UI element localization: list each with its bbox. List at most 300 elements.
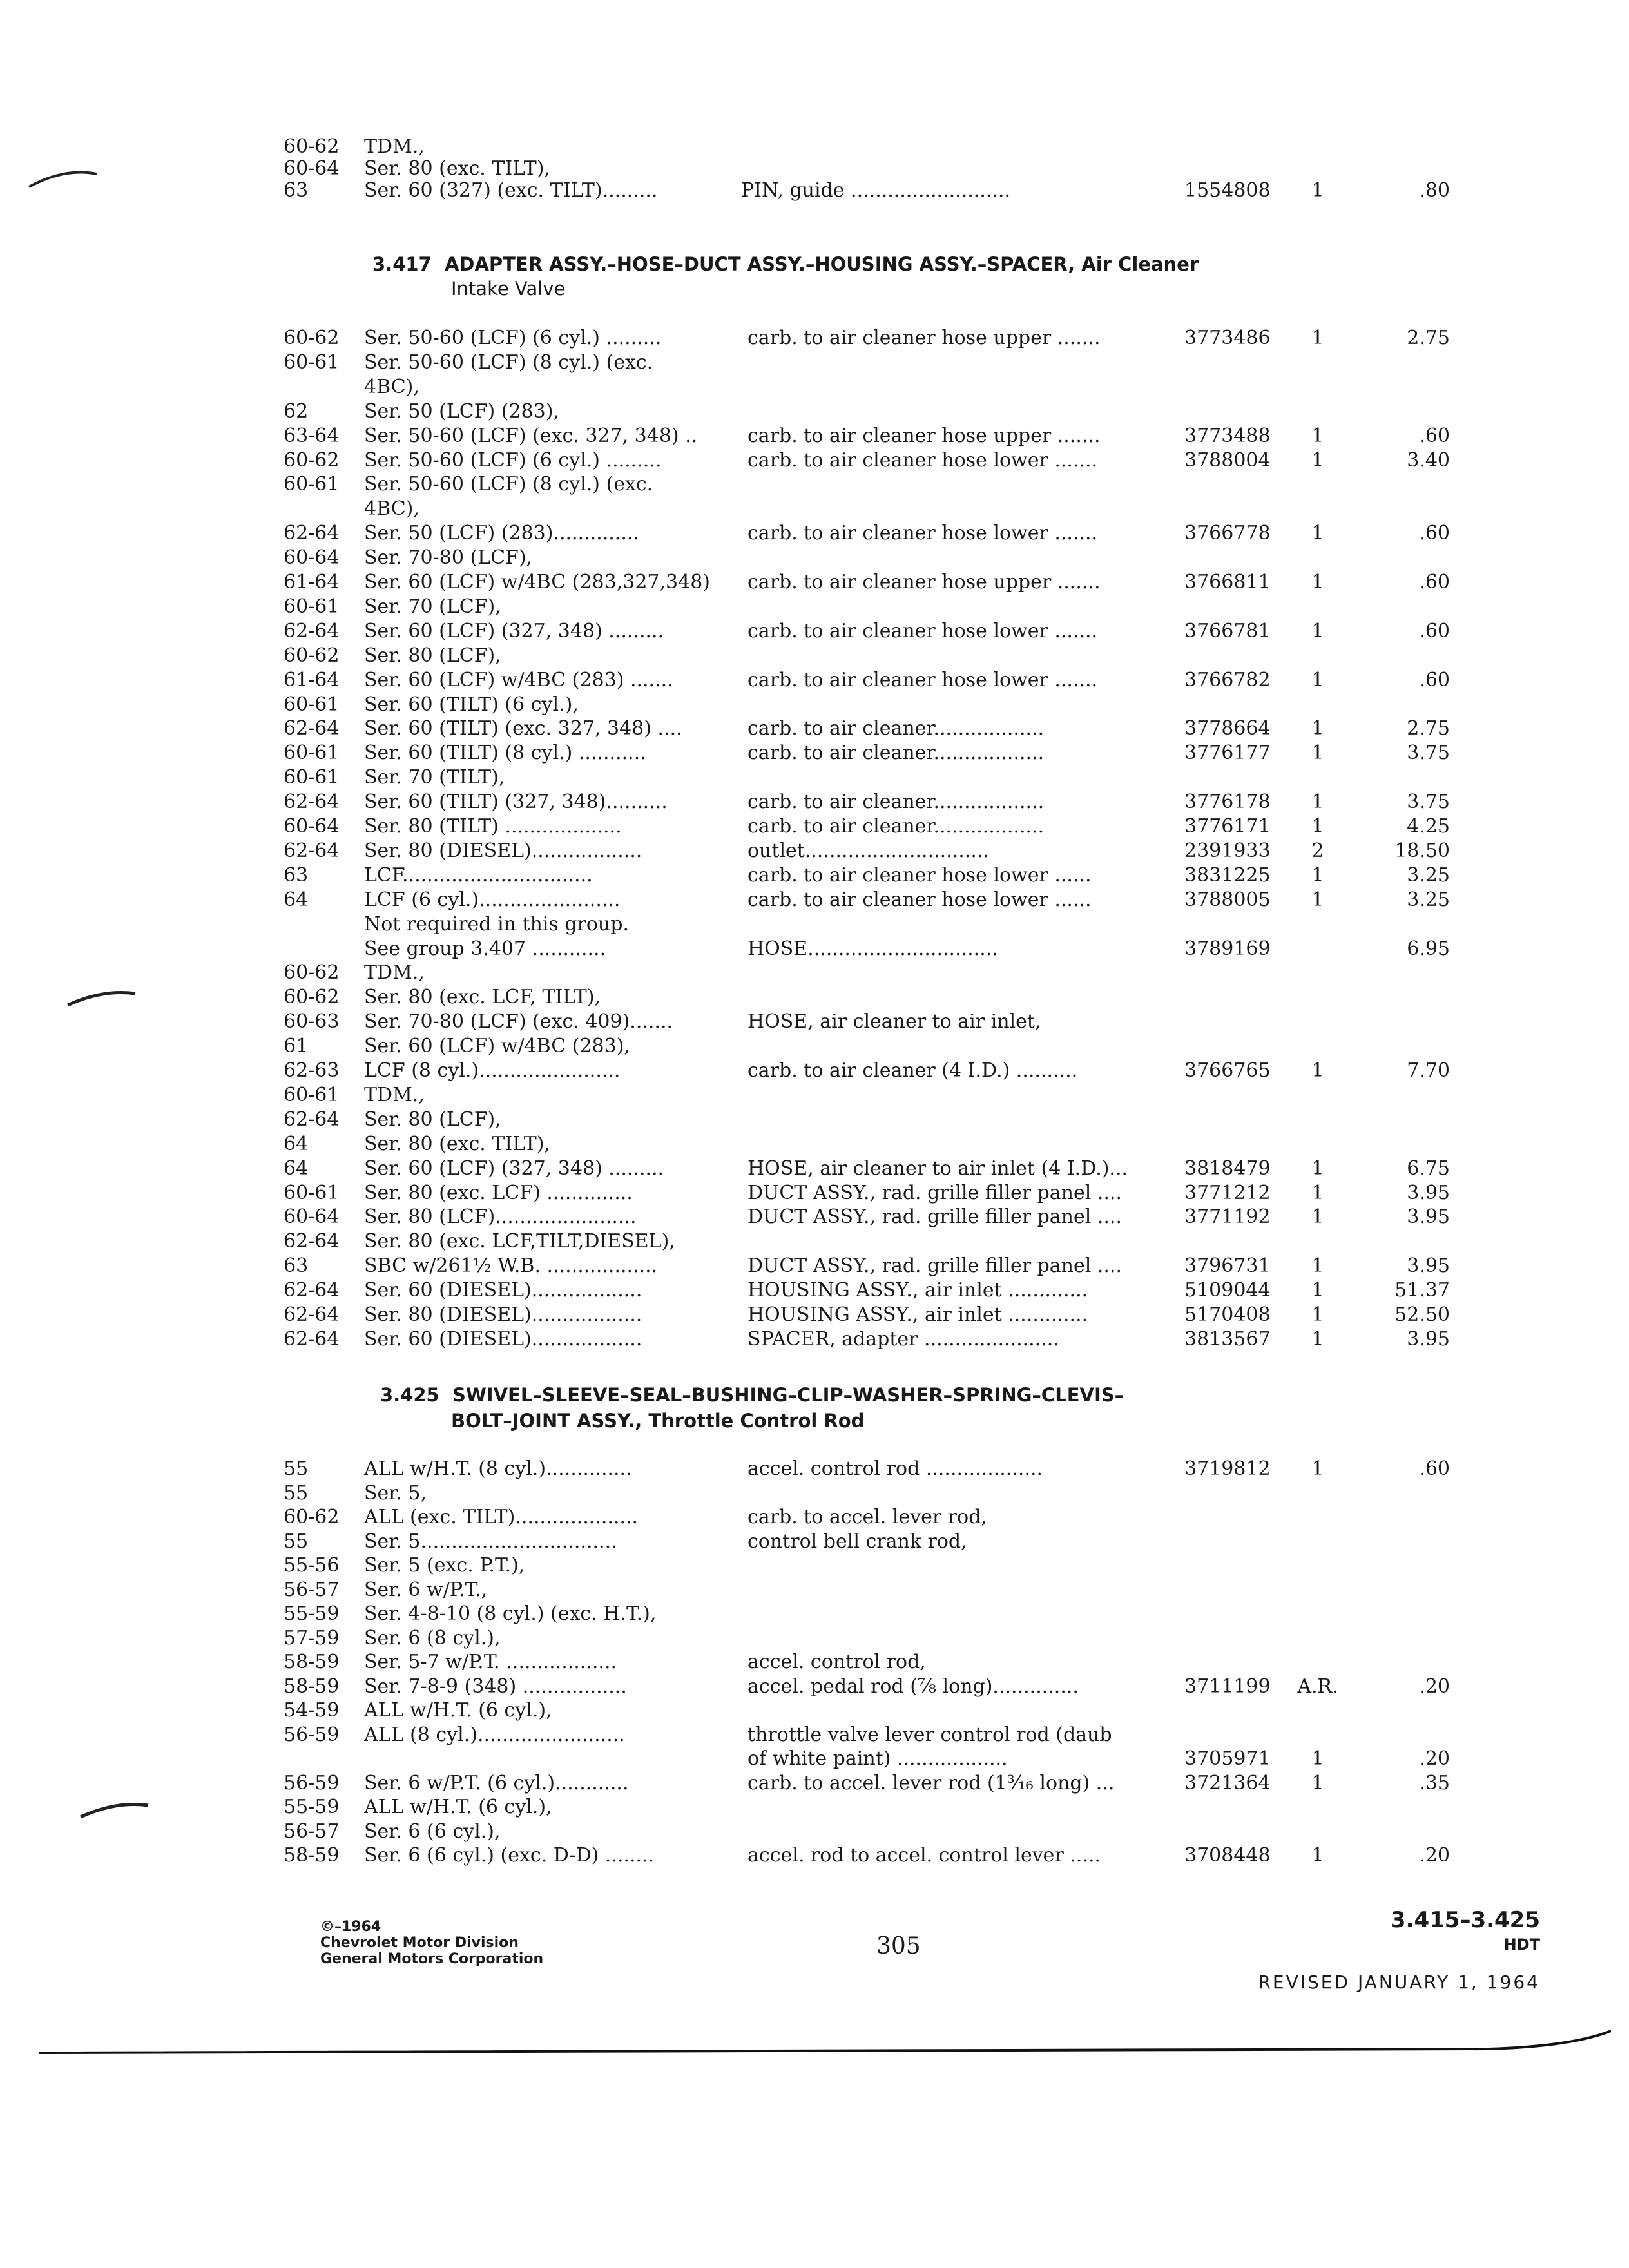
section-subtitle: BOLT–JOINT ASSY., Throttle Control Rod <box>451 1410 865 1432</box>
part-number-cell: 5109044 <box>1184 1279 1271 1302</box>
table-row <box>284 1504 1456 1530</box>
part-number-cell: 3776178 <box>1184 791 1271 814</box>
year-cell: 60-64 <box>284 157 340 180</box>
price-cell: .60 <box>1419 571 1450 593</box>
table-row <box>284 863 1456 889</box>
quantity-cell: 1 <box>1311 863 1324 887</box>
part-number-cell: 3773486 <box>1184 327 1271 349</box>
model-cell: 4BC), <box>364 497 419 521</box>
description-cell: control bell crank rod, <box>747 1530 967 1553</box>
model-cell: Ser. 80 (exc. TILT), <box>364 1132 550 1155</box>
section-subtitle-3425 <box>451 1408 864 1434</box>
table-row <box>284 960 1456 986</box>
table-row <box>284 692 1456 718</box>
model-cell: Ser. 60 (LCF) w/4BC (283,327,348) <box>364 571 710 593</box>
year-cell: 55 <box>284 1530 309 1553</box>
year-cell: 60-64 <box>284 546 340 570</box>
year-cell: 61-64 <box>284 668 340 691</box>
price-cell: 3.95 <box>1407 1327 1450 1350</box>
model-cell: Not required in this group. <box>364 912 629 936</box>
year-cell: 60-61 <box>284 1083 340 1106</box>
quantity-cell: 1 <box>1311 1059 1324 1082</box>
price-cell: .80 <box>1419 179 1450 202</box>
model-cell: Ser. 50-60 (LCF) (exc. 327, 348) .. <box>364 424 698 447</box>
table-row <box>284 1456 1456 1482</box>
model-cell: Ser. 60 (DIESEL).................. <box>364 1279 642 1302</box>
section-code: HDT <box>1503 1936 1540 1954</box>
model-cell: Ser. 60 (LCF) (327, 348) ......... <box>364 1157 664 1180</box>
table-row <box>284 1843 1456 1869</box>
description-cell: HOSE............................... <box>747 937 998 960</box>
part-number-cell: 3766782 <box>1184 668 1271 691</box>
model-cell: TDM., <box>364 961 425 985</box>
description-cell: carb. to air cleaner.................. <box>747 815 1045 838</box>
model-cell: Ser. 60 (LCF) w/4BC (283) ....... <box>364 668 673 691</box>
year-cell: 58-59 <box>284 1675 340 1698</box>
year-cell: 60-63 <box>284 1010 340 1033</box>
year-cell: 64 <box>284 1157 309 1180</box>
part-number-cell: 3705971 <box>1184 1747 1271 1770</box>
model-cell: Ser. 5 (exc. P.T.), <box>364 1554 525 1577</box>
quantity-cell: 1 <box>1311 1279 1324 1302</box>
price-cell: 3.75 <box>1407 791 1450 814</box>
table-row <box>284 668 1456 693</box>
quantity-cell: 1 <box>1311 327 1324 349</box>
table-row <box>284 1058 1456 1084</box>
table-row <box>284 789 1456 815</box>
model-cell: Ser. 60 (TILT) (exc. 327, 348) .... <box>364 717 682 740</box>
description-cell: HOSE, air cleaner to air inlet (4 I.D.)... <box>747 1157 1128 1180</box>
table-row <box>284 350 1456 376</box>
table-row <box>284 814 1456 840</box>
part-number-cell: 3719812 <box>1184 1457 1271 1480</box>
price-cell: .60 <box>1419 619 1450 642</box>
model-cell: Ser. 80 (exc. TILT), <box>364 157 550 180</box>
model-cell: Ser. 6 (6 cyl.) (exc. D-D) ........ <box>364 1844 655 1867</box>
table-row <box>284 1601 1456 1627</box>
description-cell: SPACER, adapter ...................... <box>747 1327 1059 1350</box>
year-cell: 62-64 <box>284 1279 340 1302</box>
description-cell: throttle valve lever control rod (daub <box>747 1723 1112 1746</box>
quantity-cell: 1 <box>1311 179 1324 202</box>
year-cell: 55-59 <box>284 1796 340 1818</box>
year-cell: 60-64 <box>284 1206 340 1229</box>
table-row <box>284 716 1456 742</box>
quantity-cell: 1 <box>1311 1303 1324 1326</box>
section-range: 3.415–3.425 <box>1390 1907 1540 1933</box>
table-row <box>284 765 1456 791</box>
year-cell: 63 <box>284 863 309 887</box>
year-cell: 60-62 <box>284 644 340 667</box>
model-cell: Ser. 5, <box>364 1481 427 1504</box>
year-cell: 56-57 <box>284 1820 340 1843</box>
model-cell: Ser. 5-7 w/P.T. .................. <box>364 1651 617 1673</box>
parts-table-3417 <box>284 325 1456 1369</box>
section-heading-3417 <box>372 251 1199 277</box>
table-row <box>284 325 1456 351</box>
price-cell: 4.25 <box>1407 815 1450 838</box>
model-cell: Ser. 60 (LCF) w/4BC (283), <box>364 1035 630 1058</box>
part-number-cell: 3789169 <box>1184 937 1271 960</box>
description-cell: carb. to air cleaner.................. <box>747 791 1045 814</box>
table-row <box>284 887 1456 913</box>
description-cell: carb. to air cleaner hose lower ....... <box>747 668 1098 691</box>
model-cell: Ser. 60 (DIESEL).................. <box>364 1327 642 1350</box>
year-cell: 60-64 <box>284 815 340 838</box>
top-rows <box>284 134 1456 205</box>
year-cell: 60-61 <box>284 742 340 765</box>
section-subtitle-3417 <box>451 276 565 302</box>
part-number-cell: 3771192 <box>1184 1206 1271 1229</box>
section-title: ADAPTER ASSY.–HOSE–DUCT ASSY.–HOUSING ASSY.–SPACER, Air Cleaner <box>444 253 1199 275</box>
part-number-cell: 3708448 <box>1184 1844 1271 1867</box>
part-number-cell: 3766811 <box>1184 571 1271 593</box>
year-cell: 56-59 <box>284 1771 340 1794</box>
table-row <box>284 1229 1456 1254</box>
table-row <box>284 619 1456 644</box>
description-cell: carb. to air cleaner hose lower ...... <box>747 863 1092 887</box>
year-cell: 62 <box>284 399 309 423</box>
table-row <box>284 740 1456 766</box>
model-cell: Ser. 50 (LCF) (283), <box>364 399 559 423</box>
description-cell: carb. to accel. lever rod (1³⁄₁₆ long) ... <box>747 1771 1115 1794</box>
description-cell: DUCT ASSY., rad. grille filler panel .... <box>747 1181 1123 1204</box>
model-cell: Ser. 80 (DIESEL).................. <box>364 1303 642 1326</box>
model-cell: 4BC), <box>364 375 419 398</box>
year-cell: 64 <box>284 1132 309 1155</box>
description-cell: of white paint) .................. <box>747 1747 1008 1770</box>
model-cell: LCF............................... <box>364 863 593 887</box>
quantity-cell: 1 <box>1311 1181 1324 1204</box>
section-number: 3.425 <box>380 1384 439 1406</box>
table-row <box>284 985 1456 1010</box>
year-cell: 62-64 <box>284 1108 340 1131</box>
description-cell: carb. to air cleaner hose upper ....... <box>747 571 1101 593</box>
price-cell: 3.75 <box>1407 742 1450 765</box>
year-cell: 60-62 <box>284 961 340 985</box>
description-cell: accel. control rod, <box>747 1651 926 1673</box>
model-cell: Ser. 80 (exc. LCF, TILT), <box>364 986 601 1009</box>
description-cell: carb. to air cleaner hose upper ....... <box>747 424 1101 447</box>
table-row <box>284 448 1456 474</box>
table-row <box>284 1180 1456 1206</box>
description-cell: PIN, guide .......................... <box>741 179 1010 202</box>
table-row <box>284 1794 1456 1820</box>
year-cell: 60-62 <box>284 327 340 349</box>
model-cell: Ser. 50-60 (LCF) (6 cyl.) ......... <box>364 327 662 349</box>
description-cell: HOUSING ASSY., air inlet ............. <box>747 1303 1088 1326</box>
description-cell: carb. to air cleaner hose lower ....... <box>747 448 1098 472</box>
page-number: 305 <box>876 1933 921 1959</box>
model-cell: LCF (8 cyl.)....................... <box>364 1059 621 1082</box>
year-cell: 55 <box>284 1481 309 1504</box>
part-number-cell: 3778664 <box>1184 717 1271 740</box>
year-cell: 60-62 <box>284 135 340 158</box>
price-cell: .20 <box>1419 1844 1450 1867</box>
year-cell: 60-61 <box>284 693 340 716</box>
model-cell: Ser. 80 (exc. LCF,TILT,DIESEL), <box>364 1230 675 1253</box>
description-cell: accel. rod to accel. control lever ..... <box>747 1844 1101 1867</box>
year-cell: 57-59 <box>284 1626 340 1649</box>
quantity-cell: 1 <box>1311 424 1324 447</box>
table-row <box>284 1722 1456 1748</box>
year-cell: 55 <box>284 1457 309 1480</box>
price-cell: 3.40 <box>1407 448 1450 472</box>
parts-table-3425 <box>284 1456 1456 1881</box>
table-row <box>284 1131 1456 1157</box>
year-cell: 55-56 <box>284 1554 340 1577</box>
year-cell: 61-64 <box>284 571 340 593</box>
quantity-cell: 1 <box>1311 1206 1324 1229</box>
quantity-cell: 1 <box>1311 448 1324 472</box>
year-cell: 60-61 <box>284 1181 340 1204</box>
model-cell: LCF (6 cyl.)....................... <box>364 888 621 911</box>
quantity-cell: 1 <box>1311 1771 1324 1794</box>
table-row <box>284 594 1456 620</box>
quantity-cell: A.R. <box>1297 1675 1338 1698</box>
model-cell: ALL (exc. TILT).................... <box>364 1506 639 1528</box>
price-cell: 3.25 <box>1407 863 1450 887</box>
table-row <box>284 1156 1456 1182</box>
section-heading-3425 <box>380 1382 1124 1408</box>
table-row <box>284 570 1456 595</box>
price-cell: 6.95 <box>1407 937 1450 960</box>
price-cell: 2.75 <box>1407 327 1450 349</box>
model-cell: Ser. 50-60 (LCF) (6 cyl.) ......... <box>364 448 662 472</box>
year-cell: 63-64 <box>284 424 340 447</box>
quantity-cell: 1 <box>1311 1157 1324 1180</box>
part-number-cell: 1554808 <box>1184 179 1271 202</box>
table-row <box>284 1819 1456 1845</box>
table-row <box>284 1771 1456 1796</box>
table-row <box>284 1204 1456 1230</box>
price-cell: .35 <box>1419 1771 1450 1794</box>
price-cell: 7.70 <box>1407 1059 1450 1082</box>
year-cell: 64 <box>284 888 309 911</box>
model-cell: ALL w/H.T. (8 cyl.).............. <box>364 1457 632 1480</box>
year-cell: 56-59 <box>284 1723 340 1746</box>
description-cell: outlet.............................. <box>747 839 989 862</box>
model-cell: Ser. 70-80 (LCF), <box>364 546 533 570</box>
model-cell: Ser. 60 (LCF) (327, 348) ......... <box>364 619 664 642</box>
price-cell: 3.95 <box>1407 1206 1450 1229</box>
binder-mark-bottom <box>77 1798 168 1823</box>
section-number: 3.417 <box>372 253 432 275</box>
part-number-cell: 3813567 <box>1184 1327 1271 1350</box>
year-cell: 56-57 <box>284 1578 340 1601</box>
part-number-cell: 3766778 <box>1184 522 1271 545</box>
quantity-cell: 1 <box>1311 619 1324 642</box>
model-cell: Ser. 5................................ <box>364 1530 617 1553</box>
description-cell: carb. to air cleaner hose lower ...... <box>747 888 1092 911</box>
year-cell: 62-64 <box>284 619 340 642</box>
table-row <box>284 1698 1456 1724</box>
table-row <box>284 1529 1456 1555</box>
year-cell: 62-63 <box>284 1059 340 1082</box>
model-cell: Ser. 80 (LCF)....................... <box>364 1206 637 1229</box>
part-number-cell: 3796731 <box>1184 1254 1271 1278</box>
table-row <box>284 545 1456 571</box>
part-number-cell: 3788005 <box>1184 888 1271 911</box>
model-cell: Ser. 50 (LCF) (283).............. <box>364 522 639 545</box>
description-cell: carb. to air cleaner (4 I.D.) .......... <box>747 1059 1078 1082</box>
table-row <box>284 1649 1456 1675</box>
table-row <box>284 1746 1456 1772</box>
description-cell: DUCT ASSY., rad. grille filler panel .... <box>747 1206 1123 1229</box>
quantity-cell: 1 <box>1311 571 1324 593</box>
model-cell: Ser. 50-60 (LCF) (8 cyl.) (exc. <box>364 351 653 374</box>
model-cell: TDM., <box>364 135 425 158</box>
year-cell: 60-61 <box>284 351 340 374</box>
model-cell: Ser. 6 (6 cyl.), <box>364 1820 501 1843</box>
quantity-cell: 1 <box>1311 717 1324 740</box>
model-cell: ALL (8 cyl.)........................ <box>364 1723 625 1746</box>
quantity-cell: 1 <box>1311 815 1324 838</box>
price-cell: 2.75 <box>1407 717 1450 740</box>
description-cell: carb. to air cleaner.................. <box>747 717 1045 740</box>
part-number-cell: 2391933 <box>1184 839 1271 862</box>
table-row <box>284 1278 1456 1303</box>
copyright-year: ©–1964 <box>320 1919 381 1935</box>
part-number-cell: 3818479 <box>1184 1157 1271 1180</box>
price-cell: 18.50 <box>1394 839 1450 862</box>
year-cell: 60-62 <box>284 986 340 1009</box>
price-cell: .20 <box>1419 1747 1450 1770</box>
part-number-cell: 3711199 <box>1184 1675 1271 1698</box>
division-name: Chevrolet Motor Division <box>320 1935 519 1951</box>
table-row <box>284 496 1456 522</box>
table-row <box>284 1577 1456 1603</box>
model-cell: Ser. 7-8-9 (348) ................. <box>364 1675 627 1698</box>
year-cell: 60-61 <box>284 766 340 789</box>
description-cell: carb. to air cleaner hose lower ....... <box>747 522 1098 545</box>
year-cell: 58-59 <box>284 1844 340 1867</box>
year-cell: 63 <box>284 1254 309 1278</box>
section-subtitle: Intake Valve <box>451 278 566 300</box>
part-number-cell: 3766781 <box>1184 619 1271 642</box>
year-cell: 54-59 <box>284 1699 340 1722</box>
model-cell: Ser. 80 (exc. LCF) .............. <box>364 1181 633 1204</box>
price-cell: 52.50 <box>1394 1303 1450 1326</box>
table-row <box>284 643 1456 669</box>
binder-mark-top <box>26 168 116 193</box>
table-row <box>284 521 1456 546</box>
table-row <box>284 399 1456 425</box>
part-number-cell: 5170408 <box>1184 1303 1271 1326</box>
model-cell: TDM., <box>364 1083 425 1106</box>
year-cell: 62-64 <box>284 1230 340 1253</box>
year-cell: 63 <box>284 179 309 202</box>
description-cell: accel. pedal rod (⅞ long).............. <box>747 1675 1079 1698</box>
model-cell: Ser. 6 w/P.T., <box>364 1578 488 1601</box>
table-row <box>284 472 1456 497</box>
quantity-cell: 1 <box>1311 668 1324 691</box>
binder-mark-middle <box>64 986 155 1012</box>
table-row <box>284 1481 1456 1506</box>
model-cell: Ser. 70 (TILT), <box>364 766 505 789</box>
model-cell: Ser. 80 (TILT) ................... <box>364 815 622 838</box>
table-row <box>284 1626 1456 1651</box>
description-cell: accel. control rod ................... <box>747 1457 1043 1480</box>
quantity-cell: 1 <box>1311 791 1324 814</box>
part-number-cell: 3773488 <box>1184 424 1271 447</box>
price-cell: 3.25 <box>1407 888 1450 911</box>
year-cell: 62-64 <box>284 791 340 814</box>
year-cell: 60-61 <box>284 473 340 496</box>
quantity-cell: 1 <box>1311 1327 1324 1350</box>
description-cell: DUCT ASSY., rad. grille filler panel .... <box>747 1254 1123 1278</box>
year-cell: 62-64 <box>284 1327 340 1350</box>
description-cell: HOSE, air cleaner to air inlet, <box>747 1010 1041 1033</box>
table-row <box>284 1009 1456 1035</box>
year-cell: 62-64 <box>284 717 340 740</box>
model-cell: Ser. 70 (LCF), <box>364 595 501 618</box>
description-cell: carb. to air cleaner.................. <box>747 742 1045 765</box>
table-row <box>284 1674 1456 1700</box>
model-cell: Ser. 6 w/P.T. (6 cyl.)............ <box>364 1771 629 1794</box>
model-cell: Ser. 60 (TILT) (8 cyl.) ........... <box>364 742 646 765</box>
model-cell: Ser. 80 (LCF), <box>364 644 501 667</box>
table-row <box>284 1302 1456 1328</box>
corporation-name: General Motors Corporation <box>320 1951 544 1967</box>
table-row <box>284 1253 1456 1279</box>
copyright-block <box>320 1919 543 1967</box>
part-number-cell: 3771212 <box>1184 1181 1271 1204</box>
model-cell: Ser. 80 (LCF), <box>364 1108 501 1131</box>
price-cell: .60 <box>1419 522 1450 545</box>
description-cell: carb. to air cleaner hose upper ....... <box>747 327 1101 349</box>
year-cell: 55-59 <box>284 1602 340 1625</box>
table-row <box>284 1033 1456 1059</box>
part-number-cell: 3721364 <box>1184 1771 1271 1794</box>
model-cell: SBC w/261½ W.B. .................. <box>364 1254 658 1278</box>
model-cell: Ser. 80 (DIESEL).................. <box>364 839 642 862</box>
model-cell: Ser. 70-80 (LCF) (exc. 409)....... <box>364 1010 673 1033</box>
model-cell: See group 3.407 ............ <box>364 937 606 960</box>
quantity-cell: 1 <box>1311 888 1324 911</box>
footer-rule <box>39 2023 1611 2062</box>
model-cell: Ser. 60 (327) (exc. TILT)......... <box>364 179 658 202</box>
part-number-cell: 3766765 <box>1184 1059 1271 1082</box>
year-cell: 60-61 <box>284 595 340 618</box>
price-cell: 51.37 <box>1394 1279 1450 1302</box>
quantity-cell: 2 <box>1311 839 1324 862</box>
table-row <box>284 1327 1456 1352</box>
price-cell: .20 <box>1419 1675 1450 1698</box>
year-cell: 58-59 <box>284 1651 340 1673</box>
year-cell: 62-64 <box>284 1303 340 1326</box>
table-row <box>284 1082 1456 1108</box>
part-number-cell: 3788004 <box>1184 448 1271 472</box>
year-cell: 60-62 <box>284 1506 340 1528</box>
price-cell: .60 <box>1419 424 1450 447</box>
year-cell: 60-62 <box>284 448 340 472</box>
table-row <box>284 838 1456 864</box>
table-row <box>284 936 1456 962</box>
price-cell: .60 <box>1419 668 1450 691</box>
part-number-cell: 3776171 <box>1184 815 1271 838</box>
year-cell: 62-64 <box>284 839 340 862</box>
model-cell: Ser. 6 (8 cyl.), <box>364 1626 501 1649</box>
model-cell: ALL w/H.T. (6 cyl.), <box>364 1796 552 1818</box>
revised-date: REVISED JANUARY 1, 1964 <box>1258 1972 1540 1993</box>
table-row <box>284 374 1456 400</box>
model-cell: Ser. 50-60 (LCF) (8 cyl.) (exc. <box>364 473 653 496</box>
quantity-cell: 1 <box>1311 1747 1324 1770</box>
table-row <box>284 178 1456 204</box>
price-cell: 3.95 <box>1407 1254 1450 1278</box>
model-cell: ALL w/H.T. (6 cyl.), <box>364 1699 552 1722</box>
